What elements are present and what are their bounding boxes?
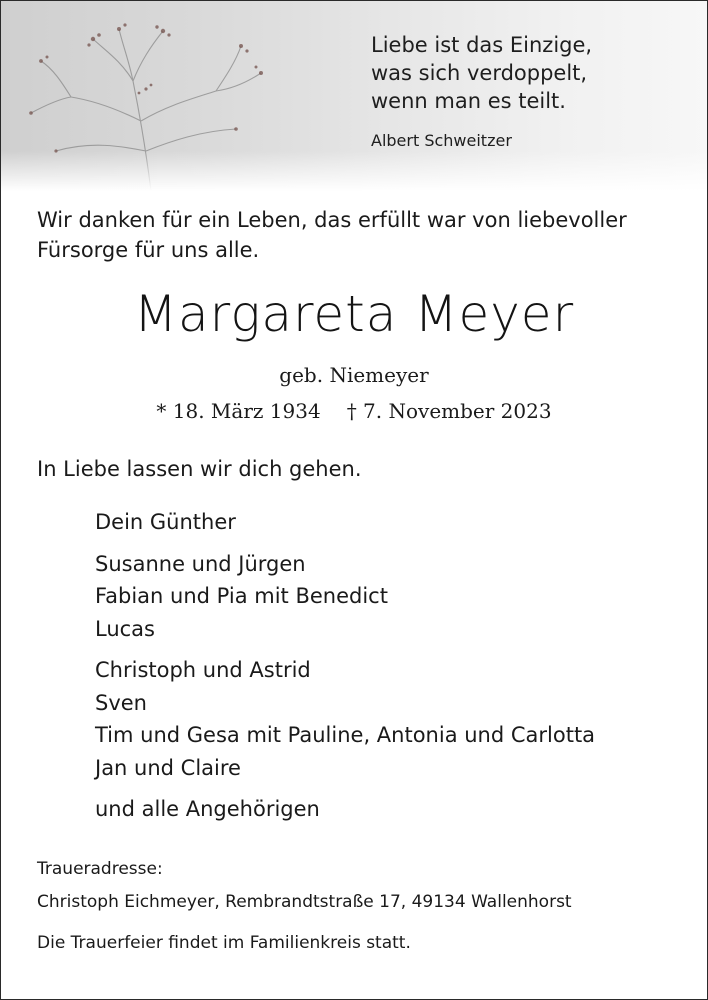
birth-name: geb. Niemeyer bbox=[279, 363, 429, 387]
mourner-group bbox=[95, 548, 695, 646]
quote-line: was sich verdoppelt, bbox=[371, 61, 588, 85]
quote-author: Albert Schweitzer bbox=[371, 131, 512, 150]
intro-text bbox=[37, 205, 687, 265]
mourner-group bbox=[95, 793, 695, 826]
death-date: † 7. November 2023 bbox=[346, 399, 552, 423]
mourner-line: Jan und Claire bbox=[95, 755, 241, 780]
intro-line: Fürsorge für uns alle. bbox=[37, 238, 260, 262]
header-banner bbox=[1, 1, 707, 191]
address-label: Traueradresse: bbox=[37, 859, 163, 879]
ceremony-note: Die Trauerfeier findet im Familienkreis statt. bbox=[37, 933, 411, 953]
quote-line: Liebe ist das Einzige, bbox=[371, 33, 593, 57]
dried-flower-image bbox=[1, 1, 331, 191]
mourner-line: und alle Angehörigen bbox=[95, 797, 320, 821]
intro-line: Wir danken für ein Leben, das erfüllt war von liebevoller bbox=[37, 208, 627, 232]
mourner-line: Christoph und Astrid bbox=[95, 658, 311, 682]
mourner-line: Dein Günther bbox=[95, 510, 236, 534]
birth-date: * 18. März 1934 bbox=[156, 399, 321, 423]
mourner-group bbox=[95, 654, 695, 784]
deceased-name: Margareta Meyer bbox=[133, 285, 575, 343]
life-dates bbox=[1, 399, 707, 423]
mourner-line: Lucas bbox=[95, 616, 155, 641]
mourner-line: Sven bbox=[95, 690, 147, 715]
mourners-list bbox=[95, 506, 695, 835]
quote-text bbox=[371, 31, 691, 115]
mourner-line: Susanne und Jürgen bbox=[95, 551, 306, 576]
farewell-text: In Liebe lassen wir dich gehen. bbox=[37, 457, 362, 481]
quote-line: wenn man es teilt. bbox=[371, 89, 566, 113]
mourner-line: Tim und Gesa mit Pauline, Antonia und Carlotta bbox=[95, 723, 596, 747]
mourning-address bbox=[37, 853, 697, 919]
mourner-group bbox=[95, 506, 695, 539]
mourner-line: Fabian und Pia mit Benedict bbox=[95, 584, 388, 608]
address-value: Christoph Eichmeyer, Rembrandtstraße 17, 49134 Wallenhorst bbox=[37, 892, 572, 912]
